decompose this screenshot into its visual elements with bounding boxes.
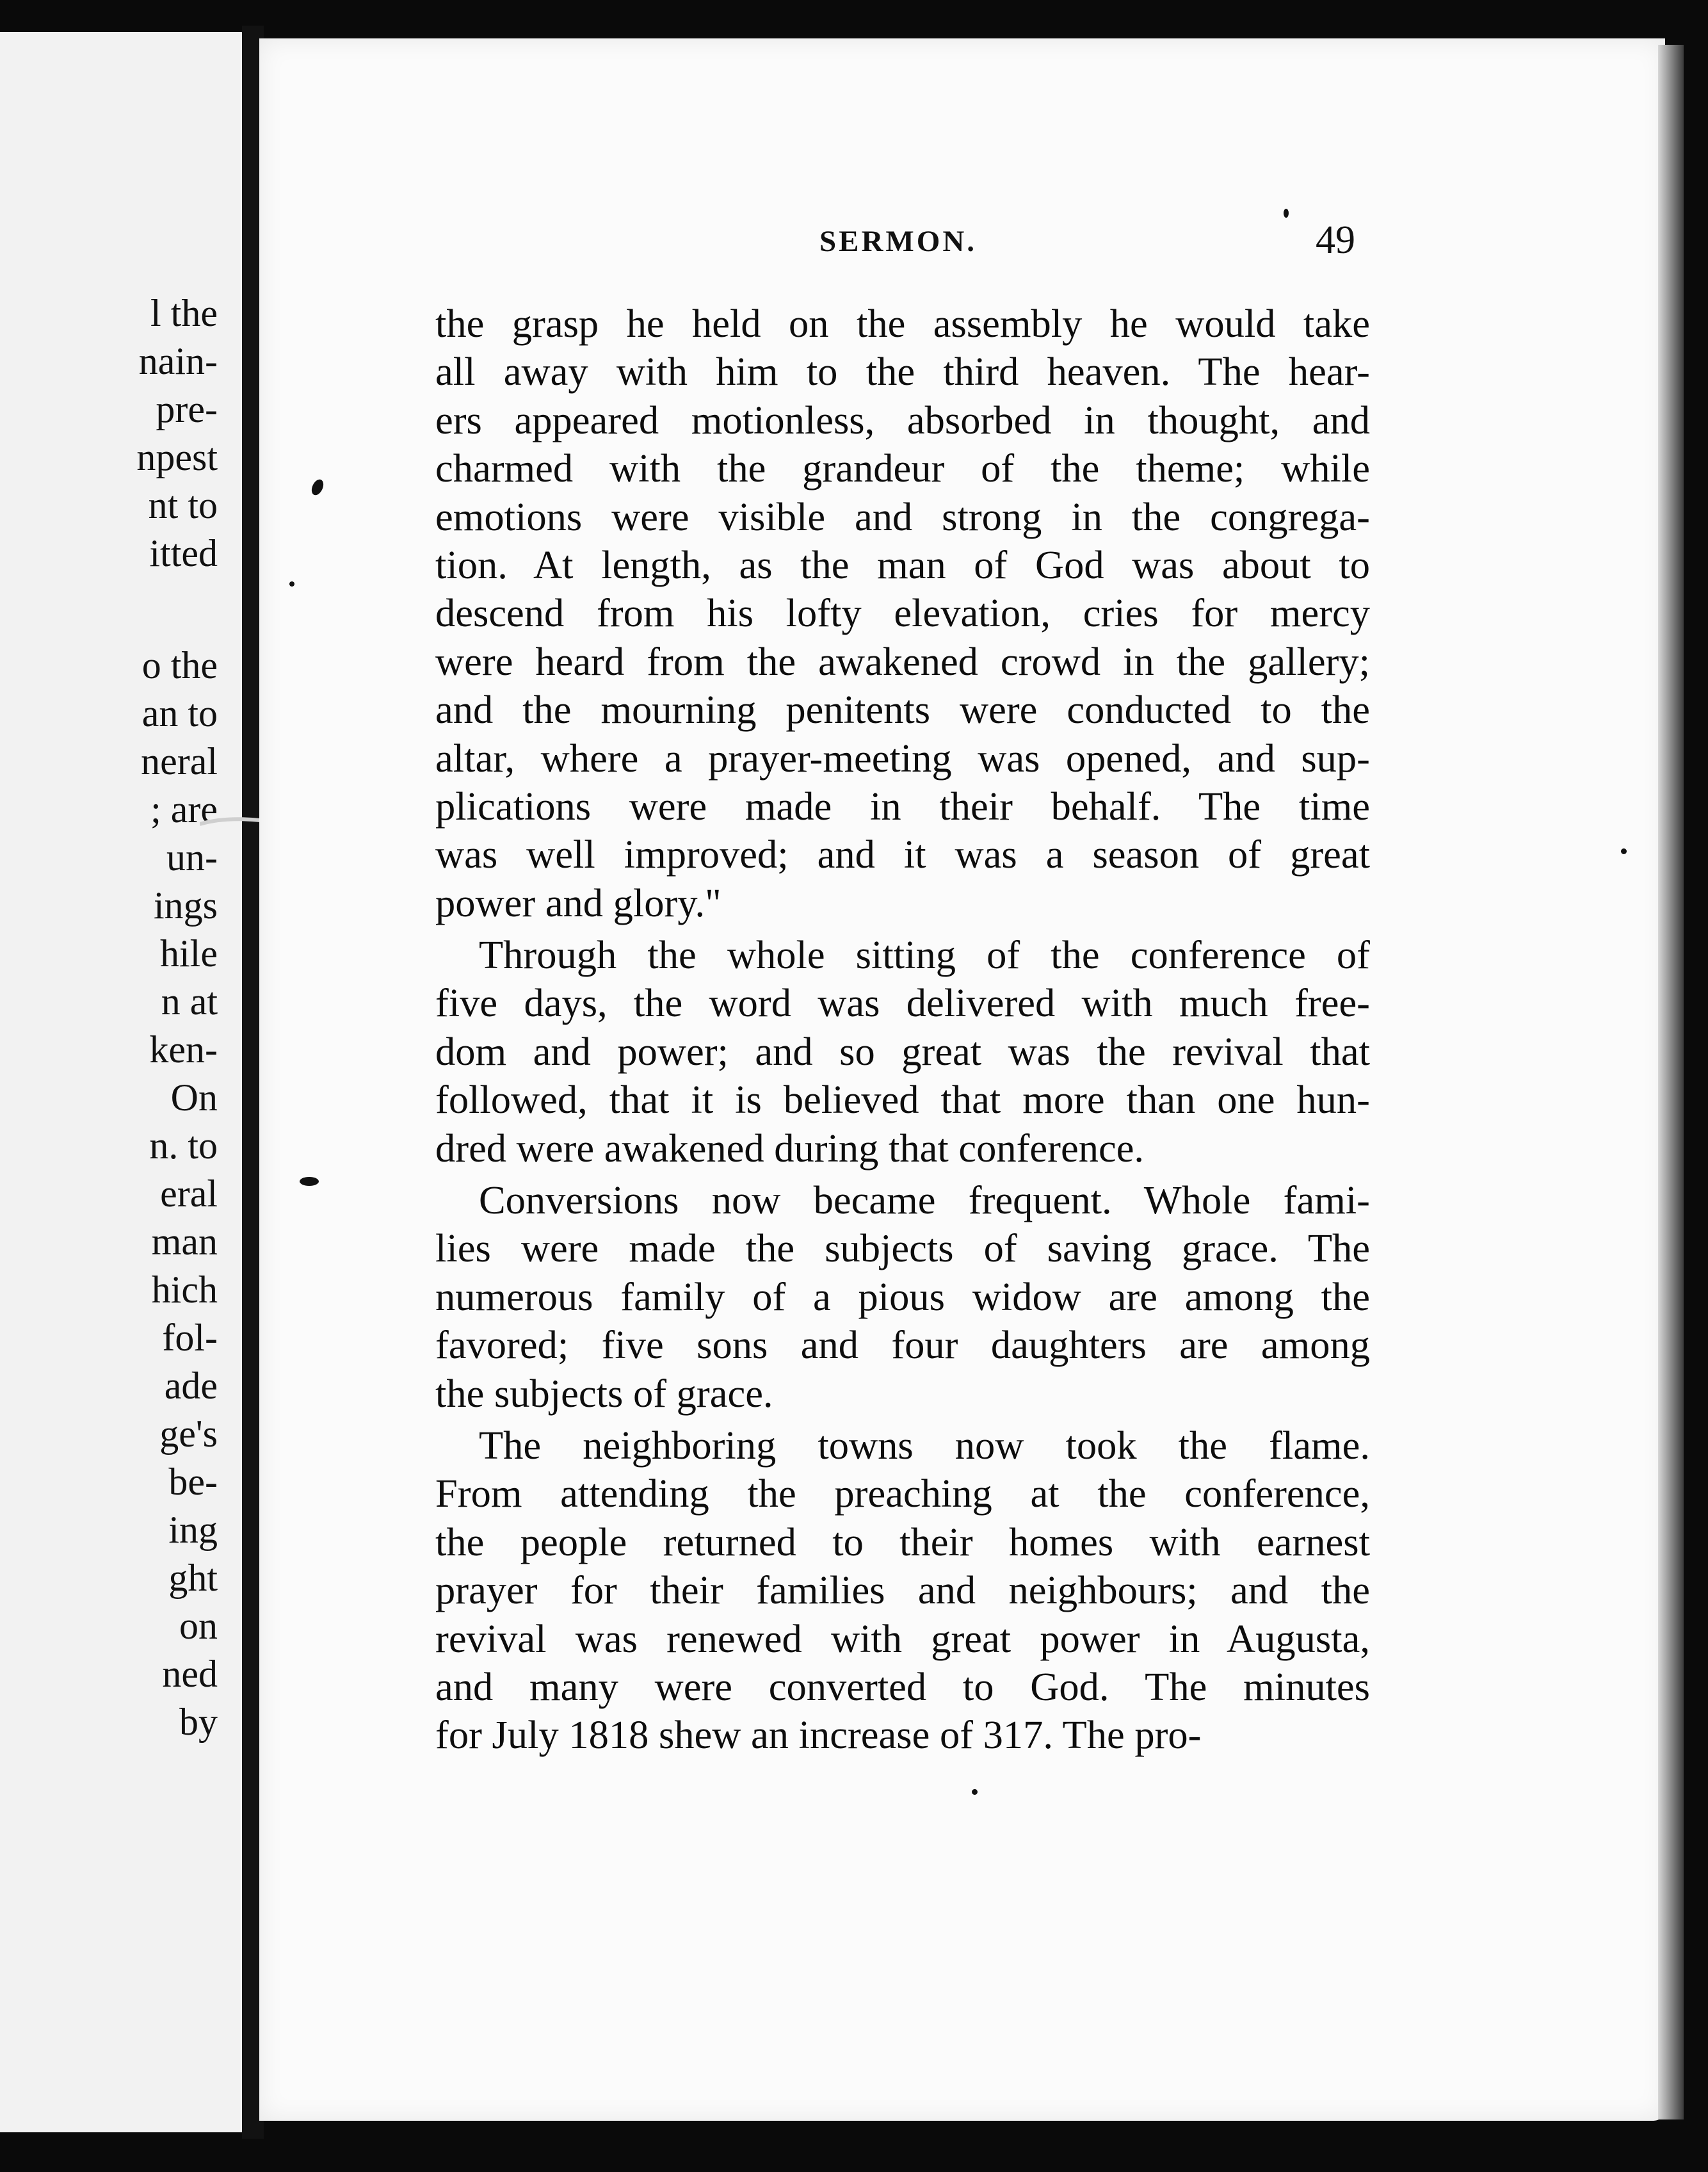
left-page-fragment: eral (160, 1172, 218, 1215)
left-page-fragment: ing (168, 1509, 218, 1551)
text-line: dred were awakened during that conference. (435, 1125, 1145, 1171)
left-page-fragment: ken- (149, 1028, 218, 1071)
left-page-fragment: fol- (162, 1317, 218, 1359)
text-line: prayer for their families and neighbours; and the (435, 1568, 1370, 1613)
text-line: descend from his lofty elevation, cries for mercy (435, 590, 1370, 636)
left-page-fragment: ings (153, 884, 218, 927)
text-line: were heard from the awakened crowd in the gallery; (435, 638, 1370, 684)
text-line: lies were made the subjects of saving grace. The (435, 1226, 1370, 1271)
text-line: plications were made in their behalf. The time (435, 783, 1370, 829)
text-line: altar, where a prayer-meeting was opened, and sup- (435, 735, 1370, 781)
page-edge (1658, 45, 1684, 2119)
left-page-fragment: n at (161, 980, 218, 1023)
left-page-fragment: npest (136, 436, 218, 478)
text-line: emotions were visible and strong in the congrega- (435, 494, 1370, 539)
paragraph (435, 1422, 1370, 1760)
ink-speck (1284, 209, 1289, 218)
text-line: and many were converted to God. The minutes (435, 1664, 1370, 1709)
text-line: and the mourning penitents were conducted to the (435, 687, 1370, 733)
text-line: for July 1818 shew an increase of 317. The pro- (435, 1712, 1202, 1758)
left-page-fragment: l the (150, 292, 218, 334)
left-page-fragment: o the (141, 644, 218, 686)
left-page-fragment: be- (168, 1461, 218, 1503)
text-line: Conversions now became frequent. Whole fami- (479, 1178, 1370, 1223)
text-line: five days, the word was delivered with much free- (435, 980, 1370, 1026)
text-line: tion. At length, as the man of God was about to (435, 542, 1370, 587)
left-page-fragment: n. to (149, 1124, 218, 1167)
text-line: The neighboring towns now took the flame. (479, 1422, 1370, 1468)
left-page-fragment: hich (151, 1268, 218, 1311)
text-line: was well improved; and it was a season of great (435, 832, 1370, 877)
left-page-fragment: man (151, 1220, 218, 1263)
ink-speck (972, 1789, 978, 1795)
text-line: From attending the preaching at the conference, (435, 1471, 1370, 1516)
paragraph (435, 1176, 1370, 1418)
left-page-fragment: neral (141, 740, 218, 782)
ink-speck (1621, 848, 1627, 854)
text-line: the subjects of grace. (435, 1370, 773, 1416)
left-page-fragment: on (179, 1605, 218, 1647)
text-line: dom and power; and so great was the revival that (435, 1028, 1370, 1074)
left-page-fragment: ned (162, 1653, 218, 1695)
left-page-fragment: ; are (150, 788, 218, 831)
text-line: numerous family of a pious widow are among the (435, 1274, 1370, 1319)
left-page-fragment: On (170, 1076, 218, 1119)
body-text (435, 300, 1370, 1760)
paragraph (435, 931, 1370, 1172)
paragraph (435, 300, 1370, 927)
left-page-fragment: ge's (159, 1413, 218, 1455)
running-head: SERMON. (819, 225, 978, 258)
left-page-fragment: ade (164, 1365, 218, 1407)
left-page-fragment: itted (149, 532, 218, 574)
left-page-fragment: pre- (156, 388, 218, 430)
left-page-fragment: nt to (148, 484, 218, 526)
ink-speck (289, 581, 294, 587)
text-line: the grasp he held on the assembly he would take (435, 301, 1370, 346)
left-page-fragment: by (179, 1701, 218, 1743)
left-page-fragment: nain- (138, 340, 218, 382)
text-line: the people returned to their homes with earnest (435, 1519, 1370, 1564)
text-line: all away with him to the third heaven. The hear- (435, 349, 1370, 394)
left-facing-page (0, 32, 246, 2132)
left-page-fragment: an to (141, 692, 218, 734)
page-number: 49 (1316, 218, 1355, 262)
left-page-fragment: un- (166, 836, 218, 879)
left-page-fragment: hile (160, 932, 218, 975)
text-line: Through the whole sitting of the conference of (479, 932, 1370, 978)
ink-speck (300, 1177, 319, 1186)
text-line: charmed with the grandeur of the theme; while (435, 446, 1370, 491)
text-line: power and glory." (435, 880, 721, 925)
text-line: ers appeared motionless, absorbed in thought, and (435, 397, 1370, 442)
left-page-fragment: ght (168, 1557, 218, 1599)
text-line: favored; five sons and four daughters are among (435, 1322, 1370, 1368)
text-line: revival was renewed with great power in Augusta, (435, 1616, 1370, 1661)
text-line: followed, that it is believed that more than one hun- (435, 1077, 1370, 1122)
